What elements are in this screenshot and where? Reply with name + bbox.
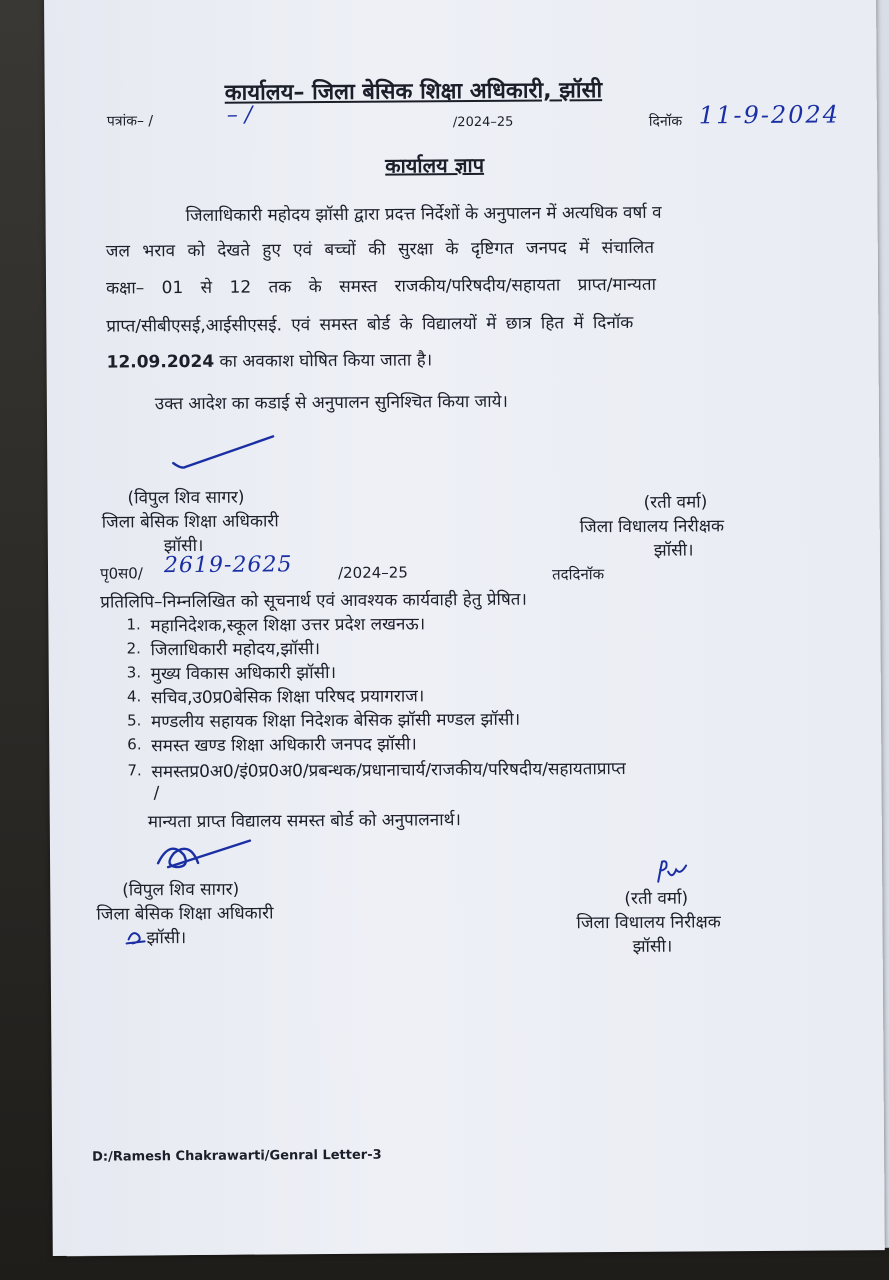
signature-scribble-left (150, 833, 260, 884)
list-item: जिलाधिकारी महोदय,झॉसी। (150, 639, 321, 661)
list-item-number: 7. (127, 761, 142, 780)
list-item-number: 2. (126, 639, 141, 658)
list-item: समस्त खण्ड शिक्षा अधिकारी जनपद झॉसी। (151, 734, 417, 757)
holiday-date: 12.09.2024 (106, 351, 215, 373)
patrank-year: /2024–25 (452, 114, 514, 131)
list-item: समस्तप्र0अ0/इं0प्र0अ0/प्रबन्धक/प्रधानाचार्य/राजकीय/परिषदीय/सहायताप्राप्त (151, 758, 626, 783)
paragraph-line-3: कक्षा– 01 से 12 तक के समस्त राजकीय/परिषदीय/सहायता प्राप्त/मान्यता (105, 274, 657, 299)
paragraph-line-2: जल भराव को देखते हुए एवं बच्चों की सुरक्षा के दृष्टिगत जनपद में संचालित (105, 237, 655, 262)
bottom-left-place: झॉसी। (146, 928, 187, 949)
initial-mark (125, 927, 147, 947)
list-item-number: 1. (126, 615, 141, 634)
paragraph-line-5 (106, 347, 432, 372)
list-item-number: 5. (127, 711, 142, 730)
list-item-slash: / (153, 783, 160, 804)
paragraph-line-1: जिलाधिकारी महोदय झॉसी द्वारा प्रदत्त निर्देशों के अनुपालन में अत्यधिक वर्षा व (185, 202, 662, 227)
top-left-designation: जिला बेसिक शिक्षा अधिकारी (101, 511, 279, 533)
copy-ref-year: /2024–25 (337, 563, 408, 582)
bottom-right-place: झॉसी। (632, 936, 673, 957)
bottom-left-designation: जिला बेसिक शिक्षा अधिकारी (96, 903, 274, 925)
list-item: महानिदेशक,स्कूल शिक्षा उत्तर प्रदेश लखनऊ। (150, 614, 426, 637)
patrank-label: पत्रांक– / (106, 113, 154, 130)
signature-initials-right (654, 857, 694, 887)
top-right-designation: जिला विधालय निरीक्षक (579, 516, 725, 538)
list-item-continuation: मान्यता प्राप्त विद्यालय समस्त बोर्ड को अनुपालनार्थ। (147, 810, 461, 833)
office-title: कार्यालय– जिला बेसिक शिक्षा अधिकारी, झॉसी (224, 78, 603, 106)
paragraph-line-4: प्राप्त/सीबीएसई,आईसीएसई. एवं समस्त बोर्ड के विद्यालयों में छात्र हित में दिनॉक (106, 312, 634, 337)
list-item-number: 4. (126, 687, 142, 706)
top-right-name: (रती वर्मा) (643, 492, 708, 513)
footer-file-path: D:/Ramesh Chakrawarti/Genral Letter-3 (92, 1147, 382, 1165)
holiday-text: का अवकाश घोषित किया जाता है। (219, 350, 433, 372)
top-right-place: झॉसी। (653, 540, 694, 561)
patrank-handwritten: – / (226, 102, 253, 128)
memo-title: कार्यालय ज्ञाप (385, 152, 485, 178)
bottom-right-designation: जिला विधालय निरीक्षक (576, 912, 721, 934)
tadadinank-label: तददिनॉक (552, 565, 605, 584)
instruction-line: उक्त आदेश का कडाई से अनुपालन सुनिश्चित किया जाये। (154, 391, 509, 415)
list-item: मण्डलीय सहायक शिक्षा निदेशक बेसिक झॉसी मण्डल झॉसी। (151, 709, 521, 733)
date-handwritten: 11-9-2024 (698, 100, 841, 130)
copy-intro: प्रतिलिपि–निम्नलिखित को सूचनार्थ एवं आवश्यक कार्यवाही हेतु प्रेषित। (100, 589, 527, 613)
list-item-number: 6. (127, 735, 142, 754)
bottom-right-name: (रती वर्मा) (624, 888, 689, 909)
bottom-left-name: (विपुल शिव सागर) (122, 879, 240, 901)
document-page (44, 0, 885, 1256)
copy-ref-label: पृ0स0/ (99, 564, 143, 583)
signature-tick-top (171, 432, 281, 483)
top-left-place: झॉसी। (163, 535, 204, 557)
list-item-number: 3. (126, 663, 142, 682)
date-label: दिनॉक (648, 113, 683, 130)
list-item: सचिव,उ0प्र0बेसिक शिक्षा परिषद प्रयागराज। (150, 686, 425, 709)
list-item: मुख्य विकास अधिकारी झॉसी। (150, 662, 337, 685)
copy-ref-handwritten: 2619-2625 (163, 552, 293, 579)
top-left-name: (विपुल शिव सागर) (127, 487, 245, 509)
